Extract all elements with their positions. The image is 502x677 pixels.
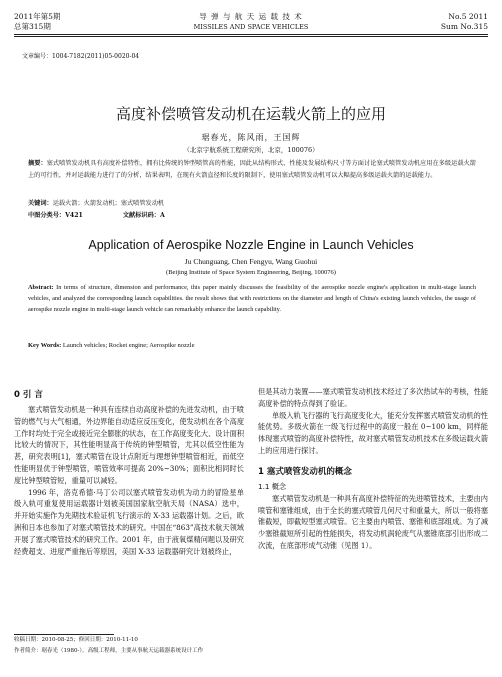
- article-number: 文章编号：1004-7182(2011)05-0020-04: [22, 53, 140, 60]
- abstract-cn: [28, 158, 476, 181]
- header-rule-2: [14, 36, 488, 37]
- authors-cn: 琚春光，陈风雨，王国辉: [201, 133, 301, 142]
- keywords-en-text: Launch vehicles; Rocket engine; Aerospike nozzle: [62, 342, 195, 349]
- section-0-heading: 0 引 言: [14, 390, 43, 400]
- keywords-cn-text: 运载火箭；火箭发动机；塞式喷管发动机: [52, 200, 165, 207]
- section-1-1-heading: 1.1 概念: [258, 481, 287, 491]
- affiliation-en: (Beijing Institute of Space System Engineering, Beijing, 100076): [166, 269, 336, 276]
- journal-name-en: MISSILES AND SPACE VEHICLES: [193, 23, 309, 31]
- title-en: Application of Aerospike Nozzle Engine in Launch Vehicles: [88, 238, 414, 252]
- classification-cn: [28, 210, 476, 222]
- keywords-en: [28, 340, 476, 352]
- right-column: [258, 386, 488, 552]
- document-code: 文献标识码：A: [122, 212, 165, 219]
- left-paragraph-1: 塞式喷管发动机是一种具有连续自动高度补偿的先进发动机，由于喷管的燃气与大气相通，外边界能自动适应反压变化，使发动机在各个高度工作时均处于完全或接近完全膨胀的状态，在工作高度变化大、设计面积比较大的情况下，其性能明显高于传统的钟型喷管，尤其以低空性能为甚，研究表明[1]，塞式喷管在设计点附近与理想钟型喷管相近，而低空性能明显优于钟型喷管，喷管效率可提高 20%~30%；面积比相同时长度比钟型喷管短，重量可以减轻。: [14, 405, 245, 485]
- header-rule: [14, 34, 488, 35]
- abstract-en-label: Abstract:: [28, 284, 54, 291]
- left-paragraph-2: 1996 年，洛克希德·马丁公司以塞式喷管发动机为动力的冒险星单级入轨可重复使用运载器计划被美国国家航空航天局（NASA）选中，并开始实施作为先期技术验证机飞行演示的 X-33 运载器计划。之后，欧洲和日本也参加了对塞式喷管技术的研究。中国在“863”高技术航天领域开展了塞式喷管技术的研究工作。2001 年，由于液氧煤精问题以及研究经费超支、进度严重拖后等原因，美国 X-33 运载器研究计划被终止，: [14, 487, 244, 556]
- clc-number: 中图分类号：V421: [28, 212, 83, 219]
- footnote-received: 收稿日期：2010-08-25；修回日期：2010-11-10: [14, 637, 138, 643]
- section-1-heading: 1 塞式喷管发动机的概念: [258, 466, 352, 477]
- journal-header: [0, 0, 502, 44]
- total-cn: 总第315期: [14, 22, 51, 31]
- journal-name-cn: 导 弹 与 航 天 运 载 技 术: [199, 12, 303, 21]
- total-en: Sum No.315: [440, 22, 488, 31]
- issue-cn: 2011年第5期: [14, 12, 61, 21]
- keywords-en-label: Key Words:: [28, 342, 62, 349]
- footnote-author: 作者简介：琚春光（1980-），高级工程师，主要从事航天运载器系统设计工作: [14, 648, 204, 654]
- abstract-en-text: In terms of structure, dimension and performance, this paper mainly discusses the feasibility of the aerospike nozzle engine's application in multi-stage launch vehicles, and analyzed the corresponding launch capabilities. the result shows that with restrictions on the diameter and length of China's existing launch vehicles, the usage of aerospike nozzle engine in multi-stage launch vehicle can remarkably enhance the launch capability.: [28, 284, 476, 314]
- keywords-cn-label: 关键词：: [28, 200, 53, 207]
- issue-en: No.5 2011: [448, 12, 488, 21]
- abstract-en: [28, 282, 476, 316]
- right-paragraph-2: 单级入轨飞行器的飞行高度变化大，能充分发挥塞式喷管发动机的性能优势。多级火箭在一级飞行过程中的高度一般在 0~100 km，同样能体现塞式喷管的高度补偿特性，故对塞式喷管发动机技术在多级运载火箭上的应用进行探讨。: [258, 410, 489, 455]
- title-cn: 高度补偿喷管发动机在运载火箭上的应用: [115, 105, 386, 123]
- keywords-cn: [28, 198, 476, 210]
- abstract-cn-text: 塞式喷管发动机具有高度补偿特性，拥有比传统的钟型喷管高的性能，因此从结构形式、性能及发展结构尺寸等方面讨论塞式喷管发动机应用在多级运载火箭上的可行性，并对运载能力进行了的分析，结果表明，在现有火箭直径和长度的限制下，使用塞式喷管发动机可以大幅提高多级运载火箭的运载能力。: [28, 160, 476, 179]
- affiliation-cn: （北京宇航系统工程研究所，北京，100076）: [183, 146, 319, 154]
- abstract-cn-label: 摘要：: [28, 160, 47, 167]
- right-paragraph-3: 塞式喷管发动机是一种具有高度补偿特征的先进喷管技术，主要由内喷管和塞锥组成，由于全长的塞式喷管几何尺寸和重量大，所以一般将塞锥截短，即截短型塞式喷管。它主要由内喷管、塞锥和底部组成。为了减少塞锥截短所引起的性能损失，将发动机涡轮废气从塞锥底部引出形成二次流，在底部形成气动锥（见图 1）。: [258, 493, 489, 550]
- right-paragraph-1: 但是其动力装置——塞式喷管发动机技术经过了多次热试车的考核，性能高度补偿的特点得到了验证。: [258, 387, 489, 408]
- footnote-rule: [14, 634, 114, 635]
- authors-en: Ju Chunguang, Chen Fengyu, Wang Guohui: [184, 257, 318, 266]
- left-column: [14, 386, 244, 557]
